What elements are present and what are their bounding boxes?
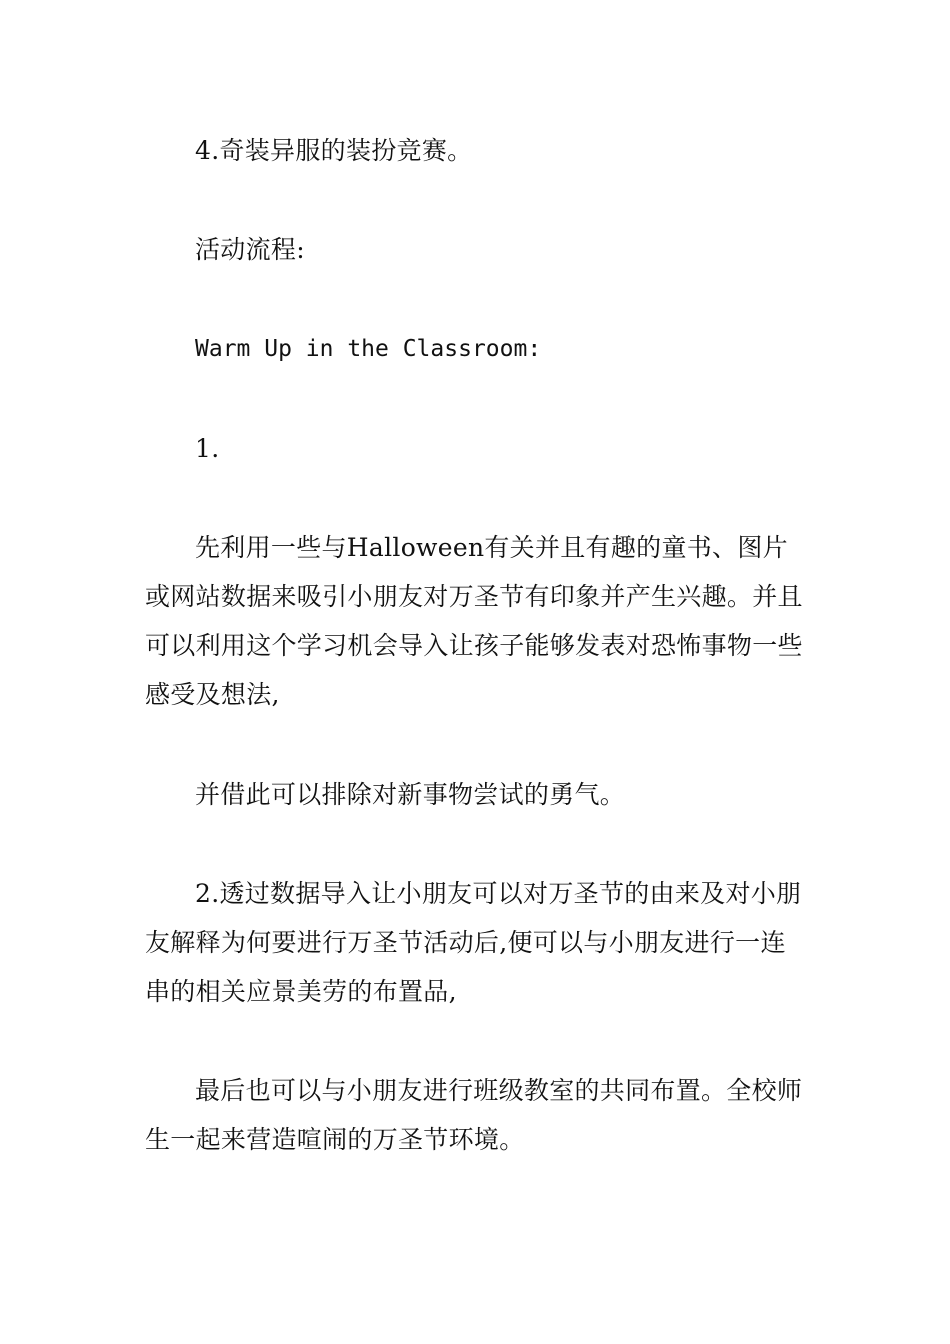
paragraph-step-2-continued: 最后也可以与小朋友进行班级教室的共同布置。全校师生一起来营造喧闹的万圣节环境。	[145, 1076, 803, 1154]
paragraph-item-4: 4.奇装异服的装扮竞赛。	[195, 136, 473, 165]
paragraph-step-2-body: 2.透过数据导入让小朋友可以对万圣节的由来及对小朋友解释为何要进行万圣节活动后,便可以与小朋友进行一连串的相关应景美劳的布置品,	[145, 879, 802, 1006]
paragraph-step-1-body: 先利用一些与Halloween有关并且有趣的童书、图片或网站数据来吸引小朋友对万圣节有印象并产生兴趣。并且可以利用这个学习机会导入让孩子能够发表对恐怖事物一些感受及想法,	[145, 533, 803, 709]
paragraph-step-1-number: 1.	[195, 434, 220, 463]
paragraph-warm-up-heading: Warm Up in the Classroom:	[195, 336, 542, 362]
paragraph-step-1-continued: 并借此可以排除对新事物尝试的勇气。	[195, 780, 626, 809]
paragraph-activity-flow: 活动流程:	[195, 235, 305, 264]
